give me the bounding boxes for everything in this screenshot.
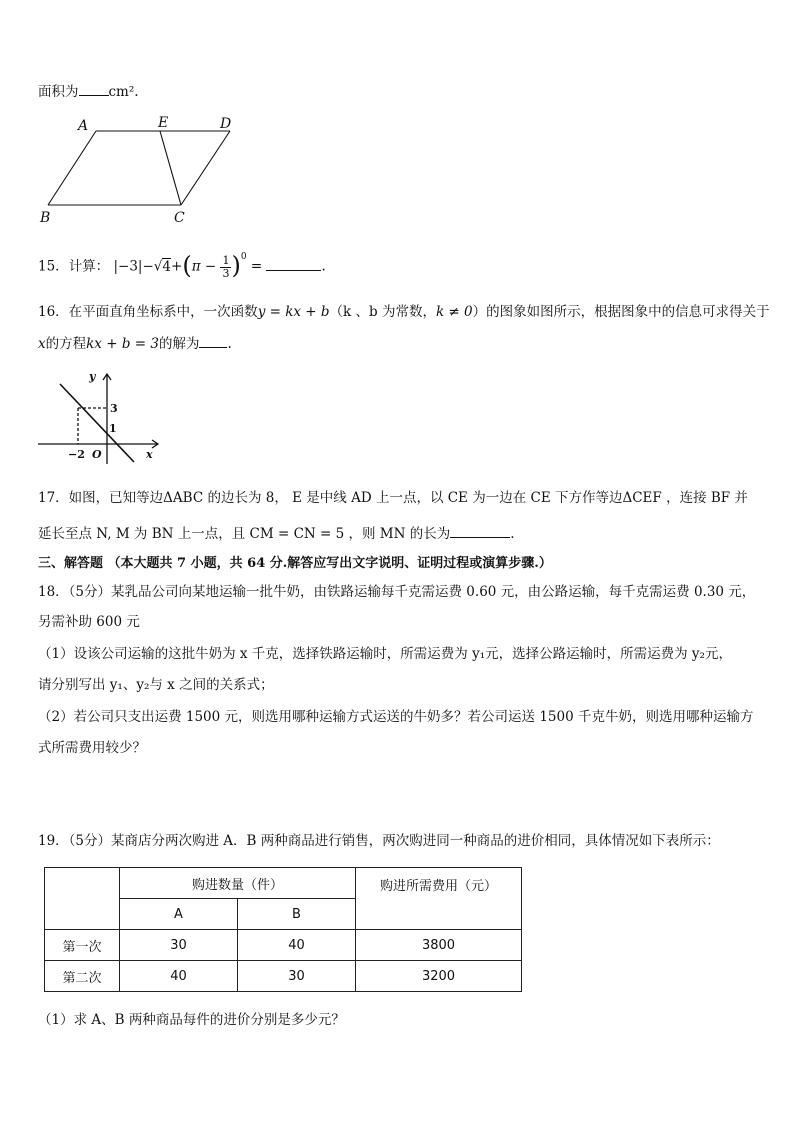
q18-part2-line1: （2）若公司只支出运费 1500 元，则选用哪种运输方式运送的牛奶多？若公司运送 1500 千克牛奶，则选用哪种运输方 bbox=[38, 709, 754, 725]
fraction: $\frac{1}{3}$ bbox=[222, 253, 230, 280]
table-row: 第二次 40 30 3200 bbox=[45, 961, 522, 992]
q15-abs: |−3| bbox=[113, 258, 143, 275]
edge-dc bbox=[181, 131, 230, 205]
q16-line2: x的方程kx + b = 3的解为 . bbox=[38, 333, 232, 354]
q18-part1-line1: （1）设该公司运输的这批牛奶为 x 千克，选择铁路运输时，所需运费为 y₁元，选择公路运输时，所需运费为 y₂元， bbox=[38, 646, 732, 662]
q17-line1: 17．如图，已知等边ΔABC 的边长为 8， E 是中线 AD 上一点，以 CE 为一边在 CE 下方作等边ΔCEF ，连接 BF 并 bbox=[38, 490, 748, 506]
q14-unit: cm² bbox=[108, 84, 135, 100]
tick-1: 1 bbox=[109, 422, 117, 435]
tick-3: 3 bbox=[110, 402, 118, 415]
label-d: D bbox=[220, 116, 232, 132]
parallelogram-figure bbox=[36, 112, 246, 230]
sqrt-symbol: √4 bbox=[153, 258, 171, 275]
q16-equation: kx + b = 3 bbox=[86, 336, 159, 352]
y-label: y bbox=[89, 370, 96, 383]
q14-line: 面积为 cm². bbox=[38, 81, 139, 102]
table-row: 第一次 30 40 3800 bbox=[45, 930, 522, 961]
q17-line2: 延长至点 N, M 为 BN 上一点，且 CM = CN = 5 ，则 MN 的长为 . bbox=[38, 523, 515, 544]
edge-ab bbox=[48, 131, 96, 205]
q16-line1: 16．在平面直角坐标系中，一次函数y = kx + b（k 、b 为常数，k ≠ 0）的图象如图所示，根据图象中的信息可求得关于 bbox=[38, 304, 770, 320]
x-label: x bbox=[146, 448, 153, 461]
linear-graph-figure bbox=[34, 366, 169, 468]
q18-part2-line2: 式所需费用较少？ bbox=[38, 740, 146, 756]
label-c: C bbox=[174, 210, 185, 226]
q16-function: y = kx + b bbox=[257, 304, 330, 320]
section-heading: 三、解答题 （本大题共 7 小题，共 64 分.解答应写出文字说明、证明过程或演算步骤.） bbox=[38, 556, 552, 571]
q17-answer-blank bbox=[450, 523, 510, 538]
origin-label: O bbox=[92, 448, 102, 461]
q18-line2: 另需补助 600 元 bbox=[38, 614, 140, 630]
table-corner bbox=[45, 868, 120, 930]
segment-ec bbox=[160, 131, 181, 205]
q19-line1: 19．（5分）某商店分两次购进 A．B 两种商品进行销售，两次购进同一种商品的进价相同，具体情况如下表所示： bbox=[38, 833, 720, 849]
q14-text: 面积为 bbox=[38, 84, 79, 100]
q15-answer-blank bbox=[266, 256, 321, 271]
q19-part1: （1）求 A、B 两种商品每件的进价分别是多少元？ bbox=[38, 1012, 345, 1028]
q18-part1-line2: 请分别写出 y₁、y₂与 x 之间的关系式； bbox=[38, 677, 274, 693]
q15-line: 15．计算： |−3|−√4+(π − $\frac{1}{3}$ )$^0$ = . bbox=[38, 251, 326, 280]
label-e: E bbox=[158, 115, 169, 131]
q18-line1: 18．（5分）某乳品公司向某地运输一批牛奶，由铁路运输每千克需运费 0.60 元，由公路运输，每千克需运费 0.30 元， bbox=[38, 584, 756, 600]
q14-answer-blank bbox=[79, 81, 109, 96]
label-a: A bbox=[78, 118, 89, 134]
label-b: B bbox=[40, 210, 51, 226]
header-col-a: A bbox=[120, 899, 238, 930]
header-cost: 购进所需费用（元） bbox=[356, 868, 522, 930]
purchase-table bbox=[44, 867, 522, 992]
q16-answer-blank bbox=[199, 333, 227, 348]
tick-neg2: −2 bbox=[68, 448, 85, 461]
header-col-b: B bbox=[238, 899, 356, 930]
header-quantity: 购进数量（件） bbox=[120, 868, 356, 899]
